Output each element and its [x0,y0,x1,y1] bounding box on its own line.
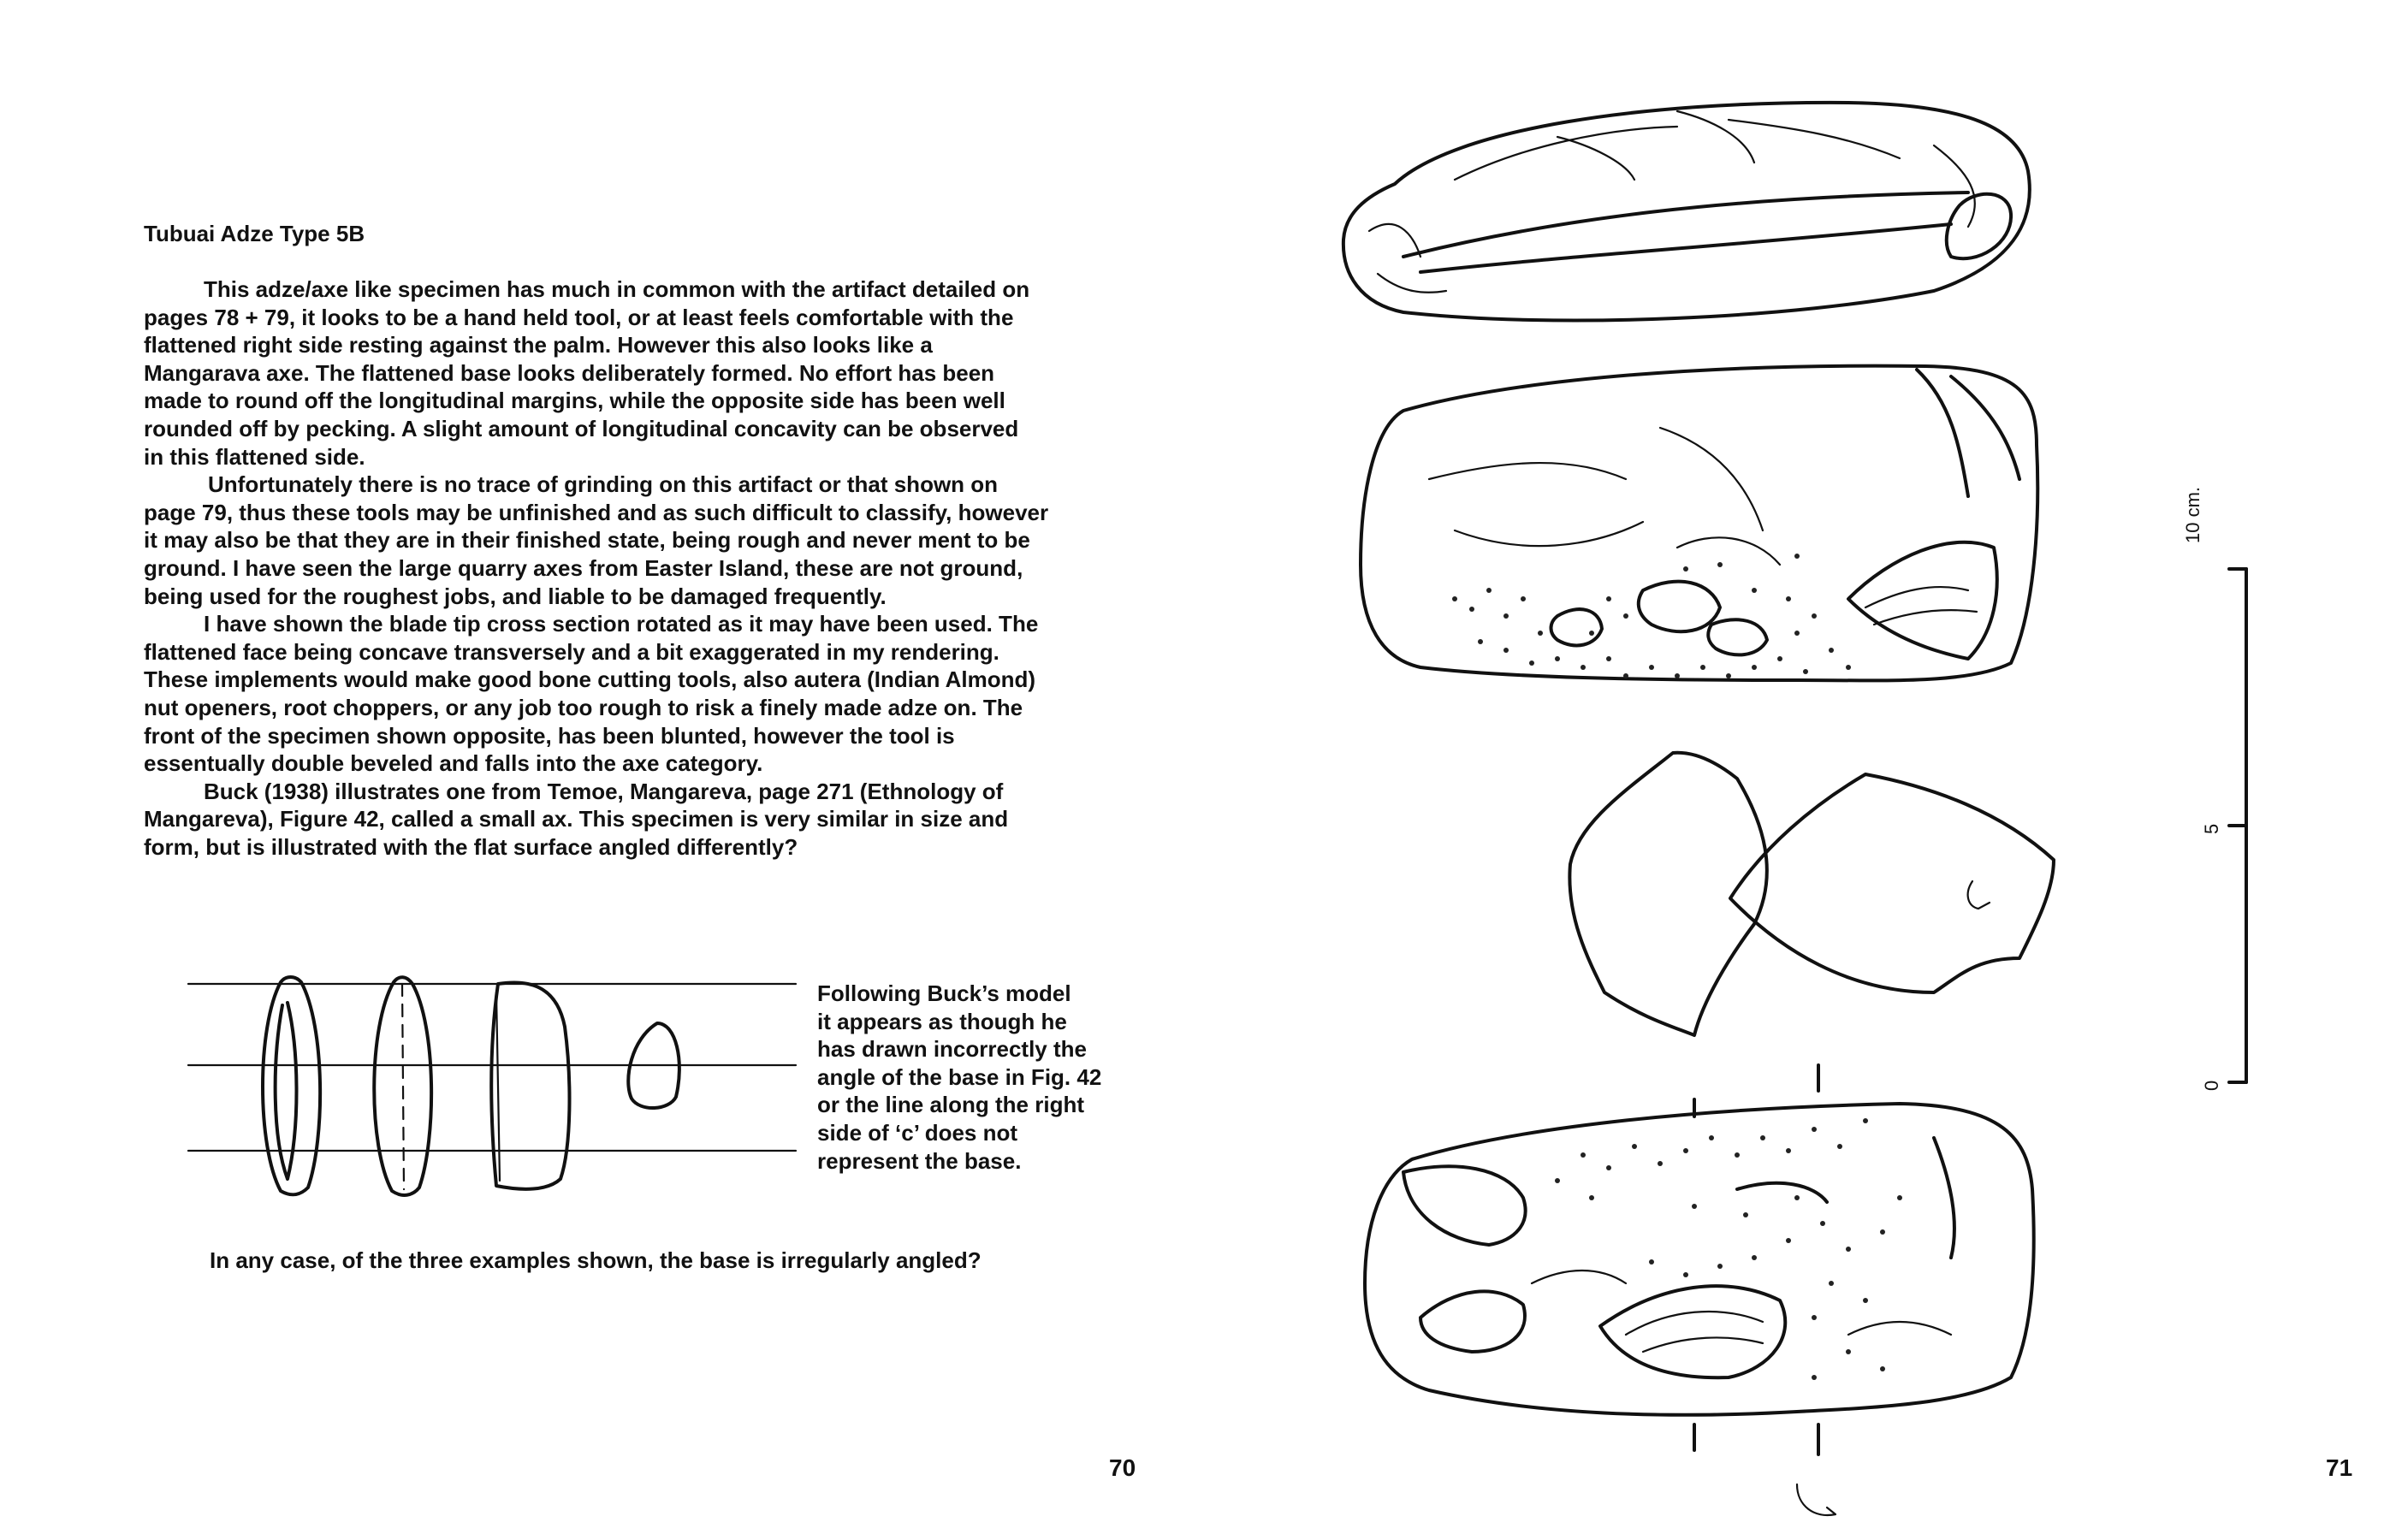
caption-line: has drawn incorrectly the [817,1036,1087,1063]
adze-top-view [1343,103,2030,321]
scale-label-10cm: 10 cm. [2182,486,2203,543]
text-line: form, but is illustrated with the flat surface angled differently? [144,833,798,860]
pecking-texture [1452,554,1851,678]
text-line: Buck (1938) illustrates one from Temoe, Mangareva, page 271 (Ethnology of [204,778,1004,804]
text-line: it may also be that they are in their finished state, being rough and never ment to be [144,527,1030,554]
right-page [1198,0,2396,1540]
adze-bottom-view [1365,1104,2034,1415]
cross-section-right [1730,774,2054,992]
text-line: essentually double beveled and falls into the axe category. [144,750,763,777]
text-line: These implements would make good bone cutting tools, also autera (Indian Almond) [144,666,1036,693]
adze-outline-a [263,977,320,1194]
adze-illustration [1198,0,2396,1540]
text-line: page 79, thus these tools may be unfinished and as such difficult to classify, however [144,499,1049,525]
scale-bar [2229,569,2246,1082]
text-line: being used for the roughest jobs, and liable to be damaged frequently. [144,583,887,609]
figure-caption [817,980,1101,1175]
text-line: Mangareva), Figure 42, called a small ax. This specimen is very similar in size and [144,806,1009,832]
adze-outline-b [374,977,431,1195]
caption-line: or the line along the right [817,1092,1084,1118]
text-line: front of the specimen shown opposite, has been blunted, however the tool is [144,722,955,749]
text-line: Mangarava axe. The flattened base looks deliberately formed. No effort has been [144,359,995,386]
scale-label-0: 0 [2201,1080,2222,1091]
text-line: flattened face being concave transversely and a bit exaggerated in my rendering. [144,638,999,665]
text-line: I have shown the blade tip cross section rotated as it may have been used. The [204,611,1039,637]
text-line: pages 78 + 79, it looks to be a hand held tool, or at least feels comfortable with the [144,304,1014,330]
adze-side-view [1361,366,2037,681]
section-markers [1694,1065,1836,1515]
text-line: This adze/axe like specimen has much in common with the artifact detailed on [204,276,1030,302]
text-line: Unfortunately there is no trace of grinding on this artifact or that shown on [208,471,999,498]
caption-line: represent the base. [817,1147,1022,1174]
cross-section-left [1569,753,1766,1035]
adze-outline-c [491,982,569,1188]
text-line: ground. I have seen the large quarry axes from Easter Island, these are not ground, [144,554,1023,581]
conclusion-text: In any case, of the three examples shown, the base is irregularly angled? [210,1247,982,1273]
caption-line: side of ‘c’ does not [817,1119,1018,1146]
page-title: Tubuai Adze Type 5B [144,221,365,246]
text-line: made to round off the longitudinal margins, while the opposite side has been well [144,388,1005,414]
scale-label-5: 5 [2201,823,2222,834]
caption-line: Following Buck’s model [817,980,1071,1006]
caption-line: it appears as though he [817,1008,1067,1034]
text-line: rounded off by pecking. A slight amount of longitudinal concavity can be observed [144,415,1019,441]
page-number: 71 [2326,1454,2353,1481]
caption-line: angle of the base in Fig. 42 [817,1063,1102,1090]
page-number: 70 [1109,1454,1136,1481]
text-line: flattened right side resting against the palm. However this also looks like a [144,332,933,358]
text-line: nut openers, root choppers, or any job too rough to risk a finely made adze on. The [144,694,1023,720]
pecking-texture [1555,1118,1902,1380]
text-line: in this flattened side. [144,443,365,470]
